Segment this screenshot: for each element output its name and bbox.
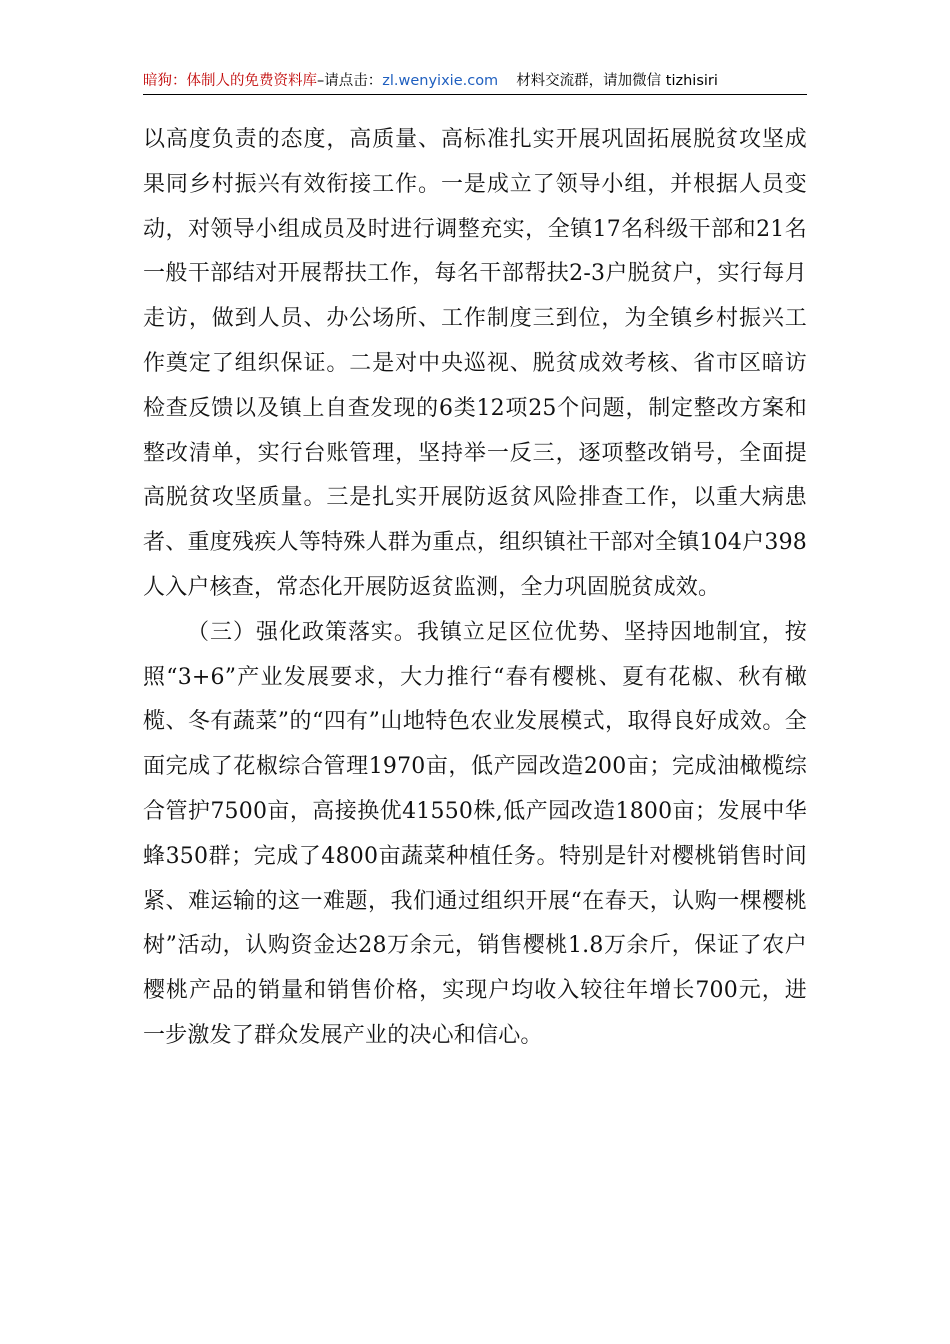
- header-brand: 暗狗：体制人的免费资料库: [143, 73, 317, 89]
- page-header: [143, 68, 807, 95]
- header-url-link[interactable]: zl.wenyixie.com: [382, 73, 499, 89]
- paragraph-continued: 以高度负责的态度，高质量、高标准扎实开展巩固拓展脱贫攻坚成果同乡村振兴有效衔接工作。一是成立了领导小组，并根据人员变动，对领导小组成员及时进行调整充实，全镇17名科级干部和21名一般干部结对开展帮扶工作，每名干部帮扶2-3户脱贫户，实行每月走访，做到人员、办公场所、工作制度三到位，为全镇乡村振兴工作奠定了组织保证。二是对中央巡视、脱贫成效考核、省市区暗访检查反馈以及镇上自查发现的6类12项25个问题，制定整改方案和整改清单，实行台账管理，坚持举一反三，逐项整改销号，全面提高脱贫攻坚质量。三是扎实开展防返贫风险排查工作，以重大病患者、重度残疾人等特殊人群为重点，组织镇社干部对全镇104户398人入户核查，常态化开展防返贫监测，全力巩固脱贫成效。: [143, 127, 807, 600]
- header-contact: 材料交流群，请加微信 tizhisiri: [516, 73, 718, 89]
- paragraph-section-three: （三）强化政策落实。我镇立足区位优势、坚持因地制宜，按照“3+6”产业发展要求，大力推行“春有樱桃、夏有花椒、秋有橄榄、冬有蔬菜”的“四有”山地特色农业发展模式，取得良好成效。全面完成了花椒综合管理1970亩，低产园改造200亩；完成油橄榄综合管护7500亩，高接换优41550株,低产园改造1800亩；发展中华蜂350群；完成了4800亩蔬菜种植任务。特别是针对樱桃销售时间紧、难运输的这一难题，我们通过组织开展“在春天，认购一棵樱桃树”活动，认购资金达28万余元，销售樱桃1.8万余斤，保证了农户樱桃产品的销量和销售价格，实现户均收入较往年增长700元，进一步激发了群众发展产业的决心和信心。: [143, 619, 807, 1048]
- header-click-prefix: –请点击：: [317, 73, 383, 89]
- document-body: [143, 118, 807, 1059]
